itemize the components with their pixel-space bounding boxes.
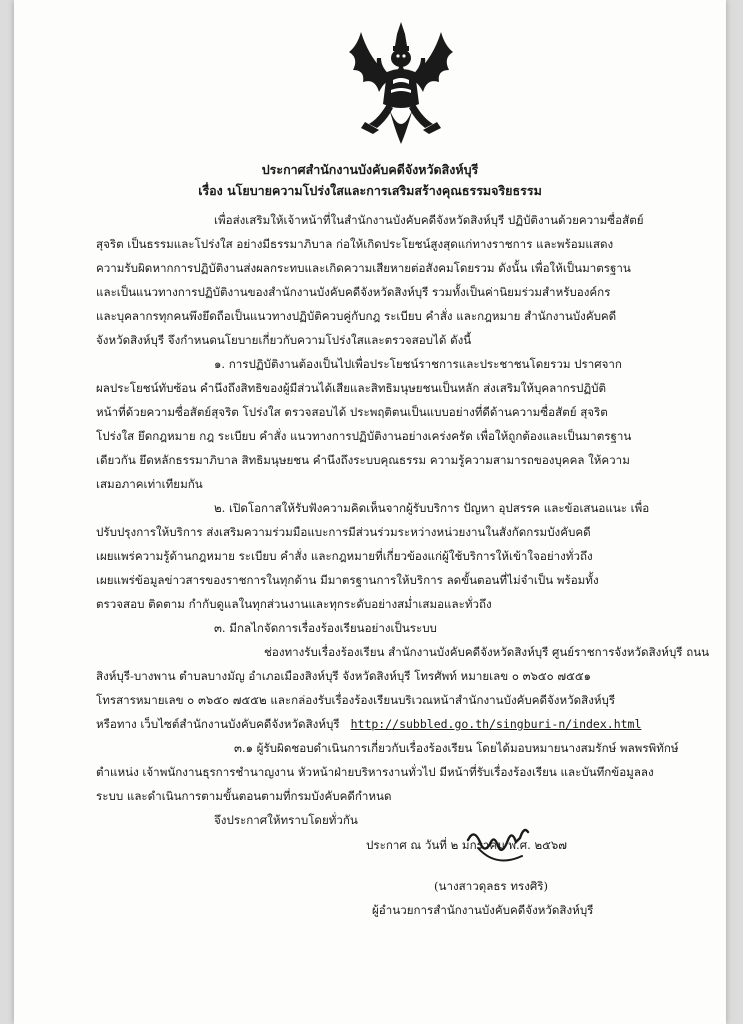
closing-text: จึงประกาศให้ทราบโดยทั่วกัน (214, 813, 358, 827)
intro-line: และเป็นแนวทางการปฏิบัติงานของสำนักงานบังคับคดีจังหวัดสิงห์บุรี รวมทั้งเป็นค่านิยมร่วมสำหรับองค์กร (96, 285, 611, 299)
document-title-line1: ประกาศสำนักงานบังคับคดีจังหวัดสิงห์บุรี (261, 162, 479, 177)
signature-icon (464, 818, 544, 873)
item2-line: เผยแพร่ข้อมูลข่าวสารของราชการในทุกด้าน มีมาตรฐานการให้บริการ ลดขั้นตอนที่ไม่จำเป็น พร้อมทั้ง (96, 573, 599, 587)
item31-line: ระบบ และดำเนินการตามขั้นตอนตามที่กรมบังคับคดีกำหนด (96, 789, 392, 803)
website-line (96, 717, 641, 731)
item1-line: หน้าที่ด้วยความซื่อสัตย์สุจริต โปร่งใส ตรวจสอบได้ ประพฤติตนเป็นแบบอย่างที่ดีด้านความซื่อสัตย์ สุจริต (96, 405, 608, 419)
item3-heading: ๓. มีกลไกจัดการเรื่องร้องเรียนอย่างเป็นระบบ (214, 621, 437, 635)
intro-line: เพื่อส่งเสริมให้เจ้าหน้าที่ในสำนักงานบังคับคดีจังหวัดสิงห์บุรี ปฏิบัติงานด้วยความซื่อสัตย์ (214, 213, 644, 227)
signer-name: (นางสาวดุลธร ทรงศิริ) (434, 879, 548, 893)
item2-line: ปรับปรุงการให้บริการ ส่งเสริมความร่วมมือแบะการมีส่วนร่วมระหว่างหน่วยงานในสังกัดกรมบังคับคดี (96, 525, 591, 539)
item3-line: ช่องทางรับเรื่องร้องเรียน สำนักงานบังคับคดีจังหวัดสิงห์บุรี ศูนย์ราชการจังหวัดสิงห์บุรี ถนน (264, 645, 710, 659)
item31-line: ๓.๑ ผู้รับผิดชอบดำเนินการเกี่ยวกับเรื่องร้องเรียน โดยได้มอบหมายนางสมรักษ์ พลพรพิทักษ์ (234, 741, 679, 755)
item1-line: ผลประโยชน์ทับซ้อน คำนึงถึงสิทธิของผู้มีส่วนได้เสียและสิทธิมนุษยชนเป็นหลัก ส่งเสริมให้บุคลากรปฏิบัติ (96, 381, 607, 395)
website-link[interactable]: http://subbled.go.th/singburi-n/index.html (350, 717, 642, 731)
website-prefix: หรือทาง เว็บไซต์สำนักงานบังคับคดีจังหวัดสิงห์บุรี (96, 717, 340, 731)
item1-line: ๑. การปฏิบัติงานต้องเป็นไปเพื่อประโยชน์ราชการและประชาชนโดยรวม ปราศจาก (214, 357, 622, 371)
intro-line: และบุคลากรทุกคนพึงยึดถือเป็นแนวทางปฏิบัติควบคู่กับกฎ ระเบียบ คำสั่ง และกฎหมาย สำนักงานบังคับคดี (96, 309, 617, 323)
item3-line: สิงห์บุรี-บางพาน ตำบลบางมัญ อำเภอเมืองสิงห์บุรี จังหวัดสิงห์บุรี โทรศัพท์ หมายเลข ๐ ๓๖๕๐ ๗๕๕๑ (96, 669, 592, 683)
item2-line: เผยแพร่ความรู้ด้านกฎหมาย ระเบียบ คำสั่ง และกฎหมายที่เกี่ยวข้องแก่ผู้ใช้บริการให้เข้าใจอย่างทั่วถึง (96, 549, 593, 563)
document-title-line2: เรื่อง นโยบายความโปร่งใสและการเสริมสร้างคุณธรรมจริยธรรม (198, 183, 542, 198)
item1-line: เดียวกัน ยึดหลักธรรมาภิบาล สิทธิมนุษยชน คำนึงถึงระบบคุณธรรม ความรู้ความสามารถของบุคคล ให้ความ (96, 453, 630, 467)
item1-line: โปร่งใส ยึดกฎหมาย กฎ ระเบียบ คำสั่ง แนวทางการปฏิบัติงานอย่างเคร่งครัด เพื่อให้ถูกต้องและเป็นมาตรฐาน (96, 429, 632, 443)
intro-line: จังหวัดสิงห์บุรี จึงกำหนดนโยบายเกี่ยวกับความโปร่งใสและตรวจสอบได้ ดังนี้ (96, 333, 472, 347)
signer-position: ผู้อำนวยการสำนักงานบังคับคดีจังหวัดสิงห์บุรี (372, 903, 594, 917)
item2-line: ๒. เปิดโอกาสให้รับฟังความคิดเห็นจากผู้รับบริการ ปัญหา อุปสรรค และข้อเสนอแนะ เพื่อ (214, 501, 650, 515)
announcement-date: ประกาศ ณ วันที่ ๒ มกราคม พ.ศ. ๒๕๖๗ (366, 838, 567, 852)
item31-line: ตำแหน่ง เจ้าพนักงานธุรการชำนาญงาน หัวหน้าฝ่ายบริหารงานทั่วไป มีหน้าที่รับเรื่องร้องเรียน และบันทึกข้อมูลลง (96, 765, 654, 779)
garuda-emblem-icon (339, 18, 464, 148)
intro-line: สุจริต เป็นธรรมและโปร่งใส อย่างมีธรรมาภิบาล ก่อให้เกิดประโยชน์สูงสุดแก่ทางราชการ และพร้อมแสดง (96, 237, 614, 251)
document-page (14, 0, 726, 1024)
item3-line: โทรสารหมายเลข ๐ ๓๖๕๐ ๗๕๕๒ และกล่องรับเรื่องร้องเรียนบริเวณหน้าสำนักงานบังคับคดีจังหวัดสิงห์บุรี (96, 693, 616, 707)
item1-line: เสมอภาคเท่าเทียมกัน (96, 477, 203, 491)
intro-line: ความรับผิดหากการปฏิบัติงานส่งผลกระทบและเกิดความเสียหายต่อสังคมโดยรวม ดังนั้น เพื่อให้เป็นมาตรฐาน (96, 261, 631, 275)
item2-line: ตรวจสอบ ติดตาม กำกับดูแลในทุกส่วนงานและทุกระดับอย่างสม่ำเสมอและทั่วถึง (96, 597, 492, 611)
